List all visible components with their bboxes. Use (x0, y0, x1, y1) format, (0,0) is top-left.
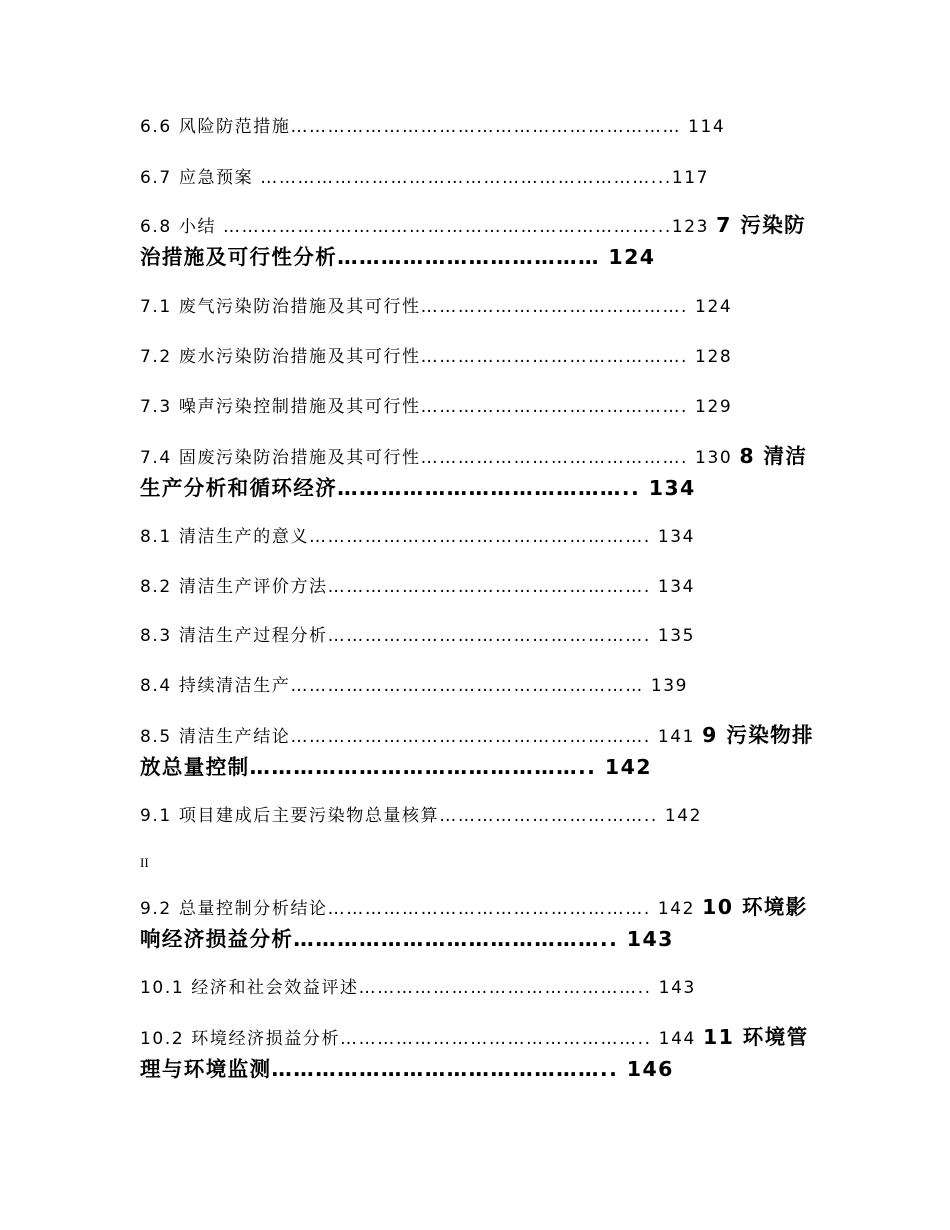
page-number: II (140, 855, 149, 870)
toc-chapter-7[interactable]: 7 污染防治措施及可行性分析……………………………… 124 (140, 213, 807, 269)
toc-entry-8-3[interactable]: 8.3 清洁生产过程分析……………………………………………. 135 (140, 626, 696, 646)
toc-entry-8-2[interactable]: 8.2 清洁生产评价方法……………………………………………. 134 (140, 577, 696, 597)
toc-entry-6-6[interactable]: 6.6 风险防范措施……………………………………………………… 114 (140, 117, 726, 137)
toc-entry-7-4[interactable]: 7.4 固废污染防治措施及其可行性……………………………………. 130 8 清洁生产分析和循环经济………………………………….. 134 (140, 444, 808, 500)
toc-chapter-11[interactable]: 11 环境管理与环境监测……………………………………….. 146 (140, 1025, 809, 1081)
toc-entry-8-5[interactable]: 8.5 清洁生产结论…………………………………………………. 141 9 污染物排放总量控制……………………………………….. 142 (140, 723, 814, 779)
toc-entry-10-2[interactable]: 10.2 环境经济损益分析………………………………………….. 144 11 环境管理与环境监测……………………………………….. 146 (140, 1025, 809, 1081)
toc-entry-6-7[interactable]: 6.7 应急预案 ………………………………………………………...117 (140, 168, 710, 188)
toc-entry-6-8[interactable]: 6.8 小结 ……………………………………………………………...123 7 污染防治措施及可行性分析……………………………… 124 (140, 213, 807, 269)
toc-entry-7-2[interactable]: 7.2 废水污染防治措施及其可行性……………………………………. 128 (140, 347, 733, 367)
toc-entry-7-3[interactable]: 7.3 噪声污染控制措施及其可行性……………………………………. 129 (140, 397, 733, 417)
toc-chapter-9[interactable]: 9 污染物排放总量控制……………………………………….. 142 (140, 723, 814, 779)
toc-entry-10-1[interactable]: 10.1 经济和社会效益评述……………………………………….. 143 (140, 978, 696, 998)
toc-entry-9-2[interactable]: 9.2 总量控制分析结论……………………………………………. 142 10 环境影响经济损益分析…………………………………….. 143 (140, 895, 808, 951)
toc-entry-7-1[interactable]: 7.1 废气污染防治措施及其可行性……………………………………. 124 (140, 297, 733, 317)
toc-entry-8-4[interactable]: 8.4 持续清洁生产………………………………………………… 139 (140, 676, 689, 696)
toc-chapter-8[interactable]: 8 清洁生产分析和循环经济………………………………….. 134 (140, 444, 808, 500)
toc-entry-8-1[interactable]: 8.1 清洁生产的意义………………………………………………. 134 (140, 527, 696, 547)
toc-chapter-10[interactable]: 10 环境影响经济损益分析…………………………………….. 143 (140, 895, 808, 951)
toc-entry-9-1[interactable]: 9.1 项目建成后主要污染物总量核算…………………………….. 142 (140, 806, 703, 826)
